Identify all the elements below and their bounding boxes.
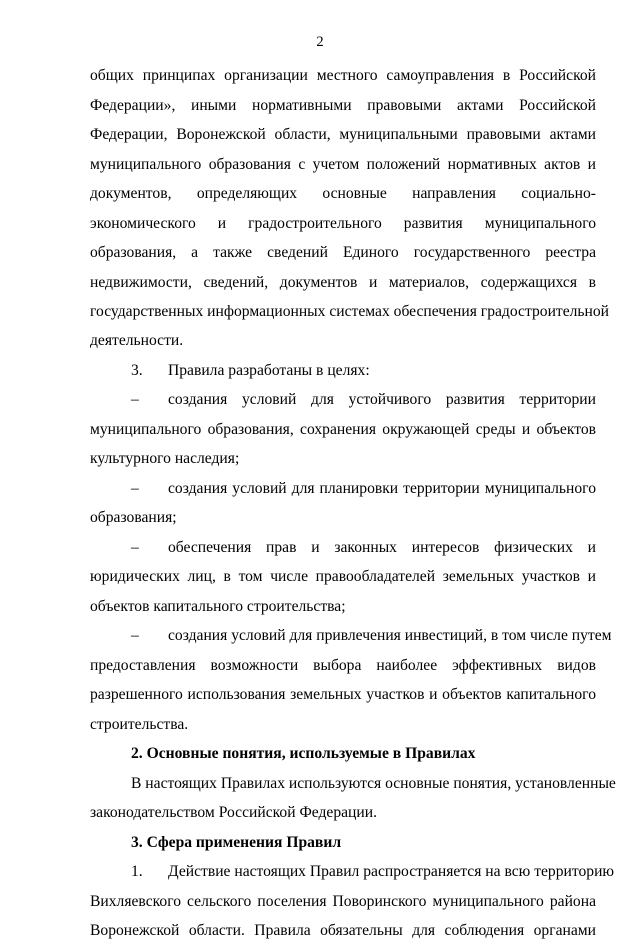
paragraph-line: муниципального образования с учетом положений нормативных актов и xyxy=(90,156,596,173)
bullet-line: культурного наследия; xyxy=(90,450,240,467)
section-heading: 2. Основные понятия, используемые в Правилах xyxy=(131,745,476,762)
paragraph-line: документов, определяющих основные направления социально- xyxy=(90,185,596,202)
bullet-dash: – xyxy=(131,480,139,497)
bullet-line: образования; xyxy=(90,509,177,526)
bullet-dash: – xyxy=(131,539,139,556)
paragraph-line: государственных информационных системах обеспечения градостроительной xyxy=(90,303,610,320)
section-line: В настоящих Правилах используются основные понятия, установленные xyxy=(131,775,616,792)
bullet-line: обеспечения прав и законных интересов физических и xyxy=(168,539,596,556)
bullet-line: муниципального образования, сохранения окружающей среды и объектов xyxy=(90,421,596,438)
bullet-line: создания условий для устойчивого развития территории xyxy=(168,391,596,408)
bullet-dash: – xyxy=(131,627,139,644)
bullet-line: юридических лиц, в том числе правообладателей земельных участков и xyxy=(90,568,596,585)
bullet-line: разрешенного использования земельных участков и объектов капитального xyxy=(90,686,596,703)
section-line: законодательством Российской Федерации. xyxy=(90,804,377,821)
paragraph-line: Федерации», иными нормативными правовыми актами Российской xyxy=(90,97,596,114)
paragraph-line: образования, а также сведений Единого государственного реестра xyxy=(90,244,596,261)
section-line: Действие настоящих Правил распространяется на всю территорию xyxy=(168,863,615,880)
section-heading: 3. Сфера применения Правил xyxy=(131,834,342,851)
item-number: 3. xyxy=(131,362,143,379)
paragraph-line: общих принципах организации местного самоуправления в Российской xyxy=(90,67,596,84)
paragraph-line: экономического и градостроительного развития муниципального xyxy=(90,215,596,232)
bullet-line: создания условий для привлечения инвестиций, в том числе путем xyxy=(168,627,612,644)
paragraph-line: деятельности. xyxy=(90,332,184,349)
bullet-line: объектов капитального строительства; xyxy=(90,598,346,615)
bullet-line: предоставления возможности выбора наиболее эффективных видов xyxy=(90,657,596,674)
paragraph-line: недвижимости, сведений, документов и материалов, содержащихся в xyxy=(90,274,596,291)
page-number: 2 xyxy=(316,34,324,50)
bullet-line: создания условий для планировки территории муниципального xyxy=(168,480,596,497)
item-number: 1. xyxy=(131,863,143,880)
bullet-line: строительства. xyxy=(90,716,189,733)
section-line: Вихляевского сельского поселения Поворинского муниципального района xyxy=(90,893,596,910)
bullet-dash: – xyxy=(131,391,139,408)
paragraph-line: Федерации, Воронежской области, муниципальными правовыми актами xyxy=(90,126,596,143)
item-text: Правила разработаны в целях: xyxy=(168,362,370,379)
section-line: Воронежской области. Правила обязательны для соблюдения органами xyxy=(90,922,596,939)
